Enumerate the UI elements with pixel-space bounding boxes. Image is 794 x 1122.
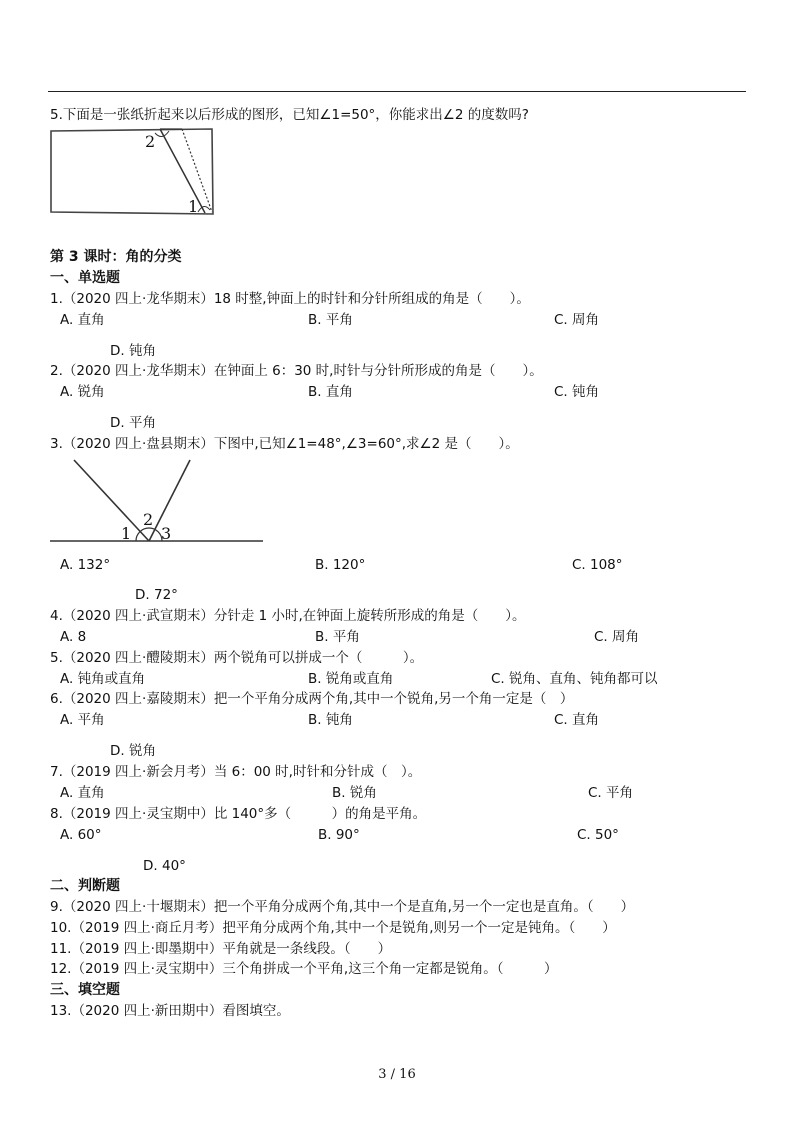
q4-option-b: B. 平角	[315, 629, 360, 645]
q7-option-a: A. 直角	[60, 785, 105, 801]
q13-text: 13.（2020 四上·新田期中）看图填空。	[50, 1003, 290, 1019]
q5b-option-a: A. 钝角或直角	[60, 671, 146, 687]
q12-text: 12.（2019 四上·灵宝期中）三个角拼成一个平角,这三个角一定都是锐角。（ ）	[50, 961, 558, 977]
q7-stem: 7.（2019 四上·新会月考）当 6：00 时,时针和分针成（ ）。	[50, 764, 422, 780]
q2-option-d: D. 平角	[110, 415, 156, 431]
section-title-fill-blank: 三、填空题	[50, 982, 120, 998]
q2-stem: 2.（2020 四上·龙华期末）在钟面上 6：30 时,时针与分针所形成的角是（ ）。	[50, 363, 543, 379]
q11-text: 11.（2019 四上·即墨期中）平角就是一条线段。（ ）	[50, 941, 392, 957]
lesson-title: 第 3 课时：角的分类	[50, 249, 182, 265]
q5b-option-c: C. 锐角、直角、钝角都可以	[491, 671, 658, 687]
q6-option-c: C. 直角	[554, 712, 600, 728]
fig-angle-label-1: 1	[188, 197, 199, 216]
q6-option-d: D. 锐角	[110, 743, 156, 759]
q6-stem: 6.（2020 四上·嘉陵期末）把一个平角分成两个角,其中一个锐角,另一个角一定是（ ）	[50, 691, 574, 707]
q8-option-b: B. 90°	[318, 827, 360, 843]
q3-option-c: C. 108°	[572, 557, 623, 573]
angles-figure	[0, 0, 794, 560]
q8-option-c: C. 50°	[577, 827, 619, 843]
q7-option-c: C. 平角	[588, 785, 634, 801]
q8-option-a: A. 60°	[60, 827, 102, 843]
q2-option-a: A. 锐角	[60, 384, 105, 400]
q1-option-c: C. 周角	[554, 312, 600, 328]
q1-option-b: B. 平角	[308, 312, 353, 328]
q5b-stem: 5.（2020 四上·醴陵期末）两个锐角可以拼成一个（ ）。	[50, 650, 424, 666]
q5-text: 5.下面是一张纸折起来以后形成的图形，已知∠1=50°，你能求出∠2 的度数吗?	[50, 107, 529, 123]
q2-option-b: B. 直角	[308, 384, 353, 400]
q3-stem: 3.（2020 四上·盘县期末）下图中,已知∠1=48°,∠3=60°,求∠2 是（ ）。	[50, 436, 519, 452]
q2-option-c: C. 钝角	[554, 384, 600, 400]
q10-text: 10.（2019 四上·商丘月考）把平角分成两个角,其中一个是锐角,则另一个一定是钝角。（ ）	[50, 920, 616, 936]
page-number: 3 / 16	[378, 1067, 416, 1082]
q1-stem: 1.（2020 四上·龙华期末）18 时整,钟面上的时针和分针所组成的角是（ ）。	[50, 291, 530, 307]
q4-stem: 4.（2020 四上·武宣期末）分针走 1 小时,在钟面上旋转所形成的角是（ ）。	[50, 608, 526, 624]
q3-option-b: B. 120°	[315, 557, 366, 573]
q6-option-a: A. 平角	[60, 712, 105, 728]
q9-text: 9.（2020 四上·十堰期末）把一个平角分成两个角,其中一个是直角,另一个一定也是直角。（ ）	[50, 899, 635, 915]
q1-option-d: D. 钝角	[110, 343, 156, 359]
q6-option-b: B. 钝角	[308, 712, 353, 728]
q7-option-b: B. 锐角	[332, 785, 377, 801]
section-title-single-choice: 一、单选题	[50, 270, 120, 286]
fig-angle-label-1: 1	[121, 524, 132, 543]
q3-option-d: D. 72°	[135, 587, 178, 603]
fig-angle-label-2: 2	[145, 132, 156, 151]
q5b-option-b: B. 锐角或直角	[308, 671, 394, 687]
q4-option-c: C. 周角	[594, 629, 640, 645]
q4-option-a: A. 8	[60, 629, 87, 645]
q1-option-a: A. 直角	[60, 312, 105, 328]
fig-angle-label-2: 2	[143, 510, 154, 529]
section-title-true-false: 二、判断题	[50, 878, 120, 894]
q8-option-d: D. 40°	[143, 858, 186, 874]
q3-option-a: A. 132°	[60, 557, 111, 573]
fig-angle-label-3: 3	[161, 524, 172, 543]
q8-stem: 8.（2019 四上·灵宝期中）比 140°多（ ）的角是平角。	[50, 806, 427, 822]
